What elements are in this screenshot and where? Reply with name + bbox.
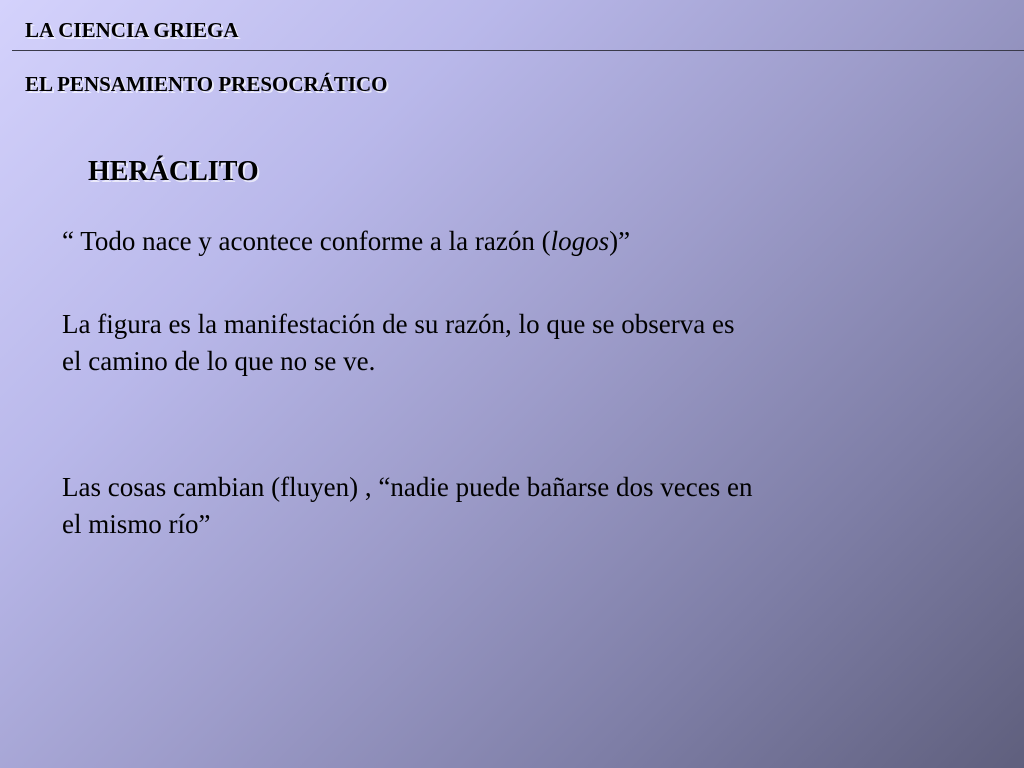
paragraph-line: Las cosas cambian (fluyen) , “nadie puede bañarse dos veces en: [62, 472, 753, 502]
paragraph-figure: [62, 306, 962, 380]
quote-before: “ Todo nace y acontece conforme a la razón (: [62, 226, 551, 256]
section-heading: HERÁCLITO: [88, 156, 259, 187]
paragraph-line: el camino de lo que no se ve.: [62, 346, 376, 376]
slide-title: LA CIENCIA GRIEGA: [25, 18, 239, 42]
paragraph-line: el mismo río”: [62, 509, 211, 539]
paragraph-river: [62, 469, 962, 543]
title-divider: [12, 50, 1024, 51]
quote-text: [62, 223, 962, 260]
paragraph-line: La figura es la manifestación de su razón, lo que se observa es: [62, 309, 735, 339]
quote-italic-word: logos: [550, 226, 610, 256]
slide-subtitle: EL PENSAMIENTO PRESOCRÁTICO: [25, 72, 388, 96]
quote-after: )”: [609, 226, 631, 256]
